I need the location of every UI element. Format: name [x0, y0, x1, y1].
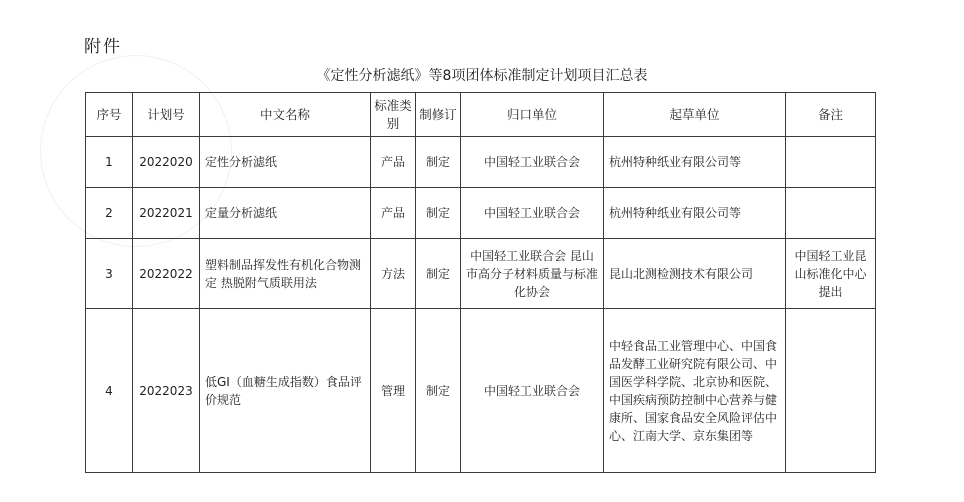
- header-seq: 序号: [86, 93, 133, 137]
- header-revision: 制修订: [416, 93, 461, 137]
- header-note: 备注: [786, 93, 876, 137]
- cell-note: [786, 188, 876, 239]
- cell-name: 定性分析滤纸: [200, 137, 371, 188]
- cell-category: 管理: [371, 309, 416, 473]
- cell-drafter: 昆山北测检测技术有限公司: [604, 239, 786, 309]
- attachment-label: 附件: [84, 37, 122, 57]
- cell-seq: 3: [86, 239, 133, 309]
- standards-plan-table: [85, 92, 876, 473]
- header-name: 中文名称: [200, 93, 371, 137]
- cell-dept: 中国轻工业联合会 昆山市高分子材料质量与标准化协会: [461, 239, 604, 309]
- cell-category: 产品: [371, 137, 416, 188]
- cell-plan-no: 2022022: [133, 239, 200, 309]
- table-row: [86, 188, 876, 239]
- cell-drafter: 杭州特种纸业有限公司等: [604, 188, 786, 239]
- cell-revision: 制定: [416, 188, 461, 239]
- table-row: [86, 239, 876, 309]
- cell-note: [786, 137, 876, 188]
- cell-revision: 制定: [416, 309, 461, 473]
- cell-seq: 2: [86, 188, 133, 239]
- header-row: [86, 93, 876, 137]
- header-plan-no: 计划号: [133, 93, 200, 137]
- cell-name: 塑料制品挥发性有机化合物测定 热脱附气质联用法: [200, 239, 371, 309]
- header-category: 标准类别: [371, 93, 416, 137]
- cell-drafter: 杭州特种纸业有限公司等: [604, 137, 786, 188]
- cell-name: 定量分析滤纸: [200, 188, 371, 239]
- header-drafter: 起草单位: [604, 93, 786, 137]
- cell-revision: 制定: [416, 239, 461, 309]
- cell-plan-no: 2022021: [133, 188, 200, 239]
- cell-note: [786, 309, 876, 473]
- cell-seq: 4: [86, 309, 133, 473]
- cell-plan-no: 2022020: [133, 137, 200, 188]
- cell-dept: 中国轻工业联合会: [461, 188, 604, 239]
- table-title: 《定性分析滤纸》等8项团体标准制定计划项目汇总表: [316, 68, 648, 84]
- table-row: [86, 137, 876, 188]
- cell-drafter: 中轻食品工业管理中心、中国食品发酵工业研究院有限公司、中国医学科学院、北京协和医院、中国疾病预防控制中心营养与健康所、国家食品安全风险评估中心、江南大学、京东集团等: [604, 309, 786, 473]
- cell-category: 产品: [371, 188, 416, 239]
- header-dept: 归口单位: [461, 93, 604, 137]
- cell-dept: 中国轻工业联合会: [461, 137, 604, 188]
- cell-revision: 制定: [416, 137, 461, 188]
- cell-dept: 中国轻工业联合会: [461, 309, 604, 473]
- cell-name: 低GI（血糖生成指数）食品评价规范: [200, 309, 371, 473]
- cell-category: 方法: [371, 239, 416, 309]
- cell-plan-no: 2022023: [133, 309, 200, 473]
- table-row: [86, 309, 876, 473]
- cell-note: 中国轻工业昆山标准化中心提出: [786, 239, 876, 309]
- cell-seq: 1: [86, 137, 133, 188]
